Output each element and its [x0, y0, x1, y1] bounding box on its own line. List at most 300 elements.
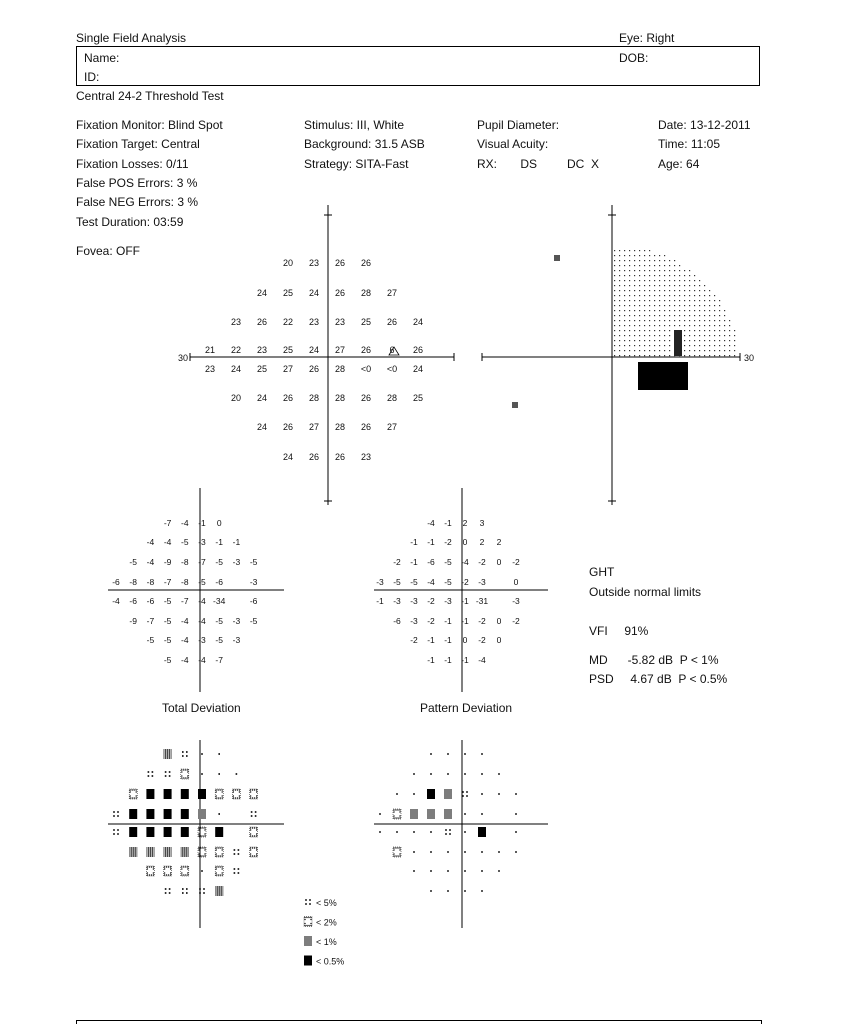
deviation-value: -1	[444, 518, 452, 528]
footer-right-tick	[761, 1020, 762, 1024]
footer-rule	[76, 1020, 762, 1021]
deviation-value: 2	[496, 537, 502, 547]
threshold-value: 24	[308, 345, 320, 355]
deviation-value: -4	[461, 557, 469, 567]
threshold-value: 24	[282, 452, 294, 462]
deviation-value: -7	[181, 596, 189, 606]
deviation-value: -3	[232, 616, 241, 626]
probability-symbol	[181, 847, 189, 857]
threshold-value: 23	[308, 317, 320, 327]
probability-symbol	[427, 789, 435, 799]
deviation-value: -8	[146, 577, 155, 587]
probability-symbol	[218, 813, 220, 815]
deviation-value: -3	[198, 537, 206, 547]
probability-symbol	[181, 827, 189, 837]
threshold-value: <0	[360, 364, 372, 374]
vfi-value: VFI 91%	[589, 624, 649, 638]
deviation-value: 3	[479, 518, 485, 528]
probability-symbol	[462, 791, 468, 797]
probability-symbol	[447, 890, 449, 892]
deviation-value: -34	[213, 596, 226, 606]
probability-symbol	[427, 809, 435, 819]
deviation-value: 2	[462, 518, 468, 528]
threshold-value: 22	[230, 345, 242, 355]
probability-symbol	[464, 773, 466, 775]
deviation-value: -8	[181, 577, 189, 587]
threshold-value: 28	[360, 288, 372, 298]
probability-symbol	[447, 773, 449, 775]
deviation-value: -2	[444, 537, 452, 547]
probability-symbol	[198, 809, 206, 819]
probability-symbol	[164, 827, 172, 837]
deviation-value: 0	[216, 518, 222, 528]
fixation-target: Fixation Target: Central	[76, 137, 200, 151]
greyscale-map	[478, 205, 768, 510]
probability-symbol	[164, 789, 172, 799]
probability-symbol	[515, 813, 517, 815]
threshold-value: 21	[204, 345, 216, 355]
threshold-value: 23	[204, 364, 216, 374]
legend-symbol	[305, 899, 311, 905]
background: Background: 31.5 ASB	[304, 137, 425, 151]
deviation-value: -4	[163, 537, 172, 547]
probability-symbol	[129, 789, 137, 799]
threshold-value: 25	[282, 345, 294, 355]
deviation-value: -2	[461, 577, 469, 587]
threshold-value: 24	[412, 317, 424, 327]
probability-symbol	[464, 890, 466, 892]
eye-label: Eye: Right	[619, 31, 675, 45]
threshold-value: 20	[282, 258, 294, 268]
threshold-value: 28	[334, 393, 346, 403]
deviation-value: -4	[427, 577, 435, 587]
deviation-value: -2	[512, 616, 520, 626]
probability-symbol	[146, 827, 154, 837]
deviation-value: -7	[198, 557, 206, 567]
deviation-value: 0	[496, 635, 502, 645]
grey-axis-label: 30	[744, 353, 755, 363]
probability-symbol	[396, 831, 398, 833]
deviation-value: 0	[462, 635, 468, 645]
threshold-map	[170, 205, 460, 510]
probability-symbol	[498, 851, 500, 853]
deviation-value: -3	[444, 596, 452, 606]
probability-symbol	[198, 827, 206, 837]
probability-symbol	[481, 773, 483, 775]
probability-symbol	[201, 773, 203, 775]
probability-symbol	[393, 809, 401, 819]
deviation-value: -1	[410, 537, 418, 547]
threshold-axis-label: 30	[178, 353, 189, 363]
psd-value: PSD 4.67 dB P < 0.5%	[589, 672, 728, 686]
deviation-value: -1	[444, 655, 452, 665]
probability-symbol	[430, 753, 432, 755]
probability-symbol	[464, 831, 466, 833]
probability-symbol	[236, 773, 238, 775]
threshold-value: 24	[256, 422, 268, 432]
probability-symbol	[478, 827, 486, 837]
probability-symbol	[215, 827, 223, 837]
threshold-value: 27	[334, 345, 346, 355]
deviation-value: -1	[444, 635, 452, 645]
deviation-value: -2	[427, 596, 435, 606]
deviation-value: -3	[376, 577, 384, 587]
probability-symbol	[481, 753, 483, 755]
threshold-value: 28	[386, 393, 398, 403]
probability-symbol	[129, 847, 137, 857]
threshold-value: 26	[360, 258, 372, 268]
probability-symbol	[215, 847, 223, 857]
probability-symbol	[481, 793, 483, 795]
probability-symbol	[515, 793, 517, 795]
threshold-value: 24	[256, 288, 268, 298]
deviation-value: -2	[478, 616, 486, 626]
threshold-value: 26	[334, 452, 346, 462]
deviation-value: -4	[146, 557, 155, 567]
probability-symbol	[146, 789, 154, 799]
deviation-value: -3	[393, 596, 401, 606]
probability-symbol	[464, 753, 466, 755]
deviation-value: -31	[475, 596, 489, 606]
threshold-value: 26	[282, 393, 294, 403]
probability-symbol	[447, 753, 449, 755]
probability-symbol	[430, 870, 432, 872]
probability-symbol	[430, 851, 432, 853]
probability-symbol	[182, 751, 188, 757]
deviation-value: -5	[410, 577, 418, 587]
threshold-value: 23	[230, 317, 242, 327]
deviation-value: 0	[462, 537, 468, 547]
probability-symbol	[481, 890, 483, 892]
deviation-value: -4	[198, 596, 206, 606]
deviation-value: -3	[410, 616, 418, 626]
threshold-value: 20	[230, 393, 242, 403]
deviation-value: 0	[513, 577, 519, 587]
visual-acuity: Visual Acuity:	[477, 137, 549, 151]
threshold-value: 25	[282, 288, 294, 298]
deviation-value: -5	[444, 577, 452, 587]
probability-symbol	[165, 888, 171, 894]
threshold-value: 28	[334, 364, 346, 374]
probability-symbol	[198, 789, 206, 799]
probability-symbol	[218, 753, 220, 755]
dob-label: DOB:	[619, 51, 649, 65]
probability-symbol	[113, 829, 119, 835]
deviation-value: -6	[129, 596, 137, 606]
probability-symbol	[515, 851, 517, 853]
deviation-value: -7	[215, 655, 223, 665]
deviation-value: -4	[181, 635, 189, 645]
legend-text: < 5%	[316, 898, 337, 908]
deviation-value: -1	[376, 596, 384, 606]
deviation-value: -3	[478, 577, 486, 587]
probability-symbol	[182, 888, 188, 894]
stimulus: Stimulus: III, White	[304, 118, 405, 132]
deviation-value: -4	[427, 518, 435, 528]
probability-symbol	[445, 829, 451, 835]
legend-text: < 1%	[316, 937, 337, 947]
deviation-value: -6	[215, 577, 223, 587]
deviation-value: -1	[461, 596, 469, 606]
test-name: Central 24-2 Threshold Test	[76, 89, 224, 103]
id-label: ID:	[84, 70, 100, 84]
threshold-value: 26	[360, 345, 372, 355]
probability-symbol	[250, 827, 258, 837]
probability-symbol	[481, 851, 483, 853]
probability-symbol	[181, 769, 189, 779]
probability-symbol	[498, 793, 500, 795]
deviation-value: -3	[512, 596, 520, 606]
deviation-value: -2	[393, 557, 401, 567]
probability-symbol	[129, 827, 137, 837]
threshold-value: 27	[282, 364, 294, 374]
deviation-value: 2	[479, 537, 485, 547]
deviation-value: 0	[496, 557, 502, 567]
threshold-value: 23	[360, 452, 372, 462]
deviation-value: -6	[146, 596, 155, 606]
probability-symbol	[146, 866, 154, 876]
probability-symbol	[215, 789, 223, 799]
deviation-value: -5	[393, 577, 401, 587]
threshold-value: 26	[360, 393, 372, 403]
deviation-value: -3	[249, 577, 258, 587]
probability-symbol	[379, 813, 381, 815]
probability-symbol	[410, 809, 418, 819]
threshold-value: 23	[334, 317, 346, 327]
probability-symbol	[413, 831, 415, 833]
deviation-value: -2	[427, 616, 435, 626]
threshold-value: 26	[412, 345, 424, 355]
probability-symbol	[379, 831, 381, 833]
probability-symbol	[413, 773, 415, 775]
strategy: Strategy: SITA-Fast	[304, 157, 409, 171]
threshold-value: 24	[412, 364, 424, 374]
legend-symbol	[304, 936, 312, 946]
probability-legend	[300, 893, 380, 973]
legend-symbol	[304, 956, 312, 966]
threshold-value: 24	[308, 288, 320, 298]
probability-symbol	[430, 831, 432, 833]
pattern-deviation-label: Pattern Deviation	[420, 701, 513, 715]
probability-symbol	[430, 773, 432, 775]
deviation-value: -1	[427, 537, 435, 547]
deviation-value: -4	[181, 616, 189, 626]
deviation-value: -3	[410, 596, 418, 606]
ght-value: Outside normal limits	[589, 585, 702, 599]
probability-symbol	[181, 866, 189, 876]
deviation-value: -2	[478, 557, 486, 567]
probability-symbol	[164, 749, 172, 759]
false-neg: False NEG Errors: 3 %	[76, 195, 199, 209]
probability-symbol	[447, 851, 449, 853]
deviation-value: -1	[427, 655, 435, 665]
deviation-value: -1	[461, 616, 469, 626]
deviation-value: -3	[232, 557, 241, 567]
deviation-value: -5	[444, 557, 452, 567]
threshold-value: 25	[256, 364, 268, 374]
threshold-value: <0	[386, 364, 398, 374]
footer-left-tick	[76, 1020, 77, 1024]
deviation-value: -5	[215, 616, 223, 626]
patient-box	[76, 46, 760, 86]
total-prob-plot	[104, 740, 290, 930]
probability-symbol	[234, 849, 240, 855]
deviation-value: -5	[215, 635, 223, 645]
deviation-value: -4	[198, 616, 206, 626]
threshold-value: 23	[308, 258, 320, 268]
ght-label: GHT	[589, 565, 615, 579]
total-deviation-map	[104, 488, 290, 693]
deviation-value: -5	[215, 557, 223, 567]
deviation-value: -9	[163, 557, 172, 567]
probability-symbol	[215, 886, 223, 896]
deviation-value: -1	[198, 518, 206, 528]
probability-symbol	[251, 811, 257, 817]
report-title: Single Field Analysis	[76, 31, 187, 45]
patient-age: Age: 64	[658, 157, 700, 171]
deviation-value: -5	[249, 616, 258, 626]
probability-symbol	[498, 773, 500, 775]
deviation-value: -5	[163, 635, 172, 645]
probability-symbol	[447, 870, 449, 872]
deviation-value: -5	[146, 635, 155, 645]
probability-symbol	[148, 771, 154, 777]
probability-symbol	[181, 789, 189, 799]
probability-symbol	[146, 847, 154, 857]
probability-symbol	[201, 870, 203, 872]
test-time: Time: 11:05	[658, 137, 721, 151]
blind-spot-dark-area	[638, 362, 688, 390]
probability-symbol	[164, 809, 172, 819]
probability-symbol	[129, 809, 137, 819]
probability-symbol	[250, 847, 258, 857]
probability-symbol	[396, 793, 398, 795]
deviation-value: -3	[198, 635, 206, 645]
deviation-value: -1	[444, 616, 452, 626]
deviation-value: -7	[146, 616, 155, 626]
probability-symbol	[234, 868, 240, 874]
deviation-value: -6	[112, 577, 120, 587]
threshold-value: 26	[334, 288, 346, 298]
threshold-value: 26	[308, 452, 320, 462]
deviation-value: -3	[232, 635, 241, 645]
probability-symbol	[201, 753, 203, 755]
probability-symbol	[464, 870, 466, 872]
threshold-value: 26	[386, 317, 398, 327]
deviation-value: -4	[198, 655, 206, 665]
fixation-monitor: Fixation Monitor: Blind Spot	[76, 118, 223, 132]
deviation-value: -4	[146, 537, 155, 547]
deviation-value: -7	[163, 518, 172, 528]
test-duration: Test Duration: 03:59	[76, 215, 184, 229]
probability-symbol	[215, 866, 223, 876]
threshold-value: 28	[308, 393, 320, 403]
deviation-value: -4	[181, 518, 189, 528]
threshold-value: 27	[386, 288, 398, 298]
probability-symbol	[393, 847, 401, 857]
threshold-value: 24	[256, 393, 268, 403]
deviation-value: -2	[512, 557, 520, 567]
total-deviation-label: Total Deviation	[162, 701, 241, 715]
probability-symbol	[113, 811, 119, 817]
deviation-value: -5	[249, 557, 258, 567]
deviation-value: -1	[461, 655, 469, 665]
false-pos: False POS Errors: 3 %	[76, 176, 198, 190]
legend-symbol	[304, 917, 312, 927]
probability-symbol	[250, 789, 258, 799]
legend-text: < 2%	[316, 917, 337, 928]
deviation-value: -1	[427, 635, 435, 645]
deviation-value: -1	[232, 537, 241, 547]
rx: RX: DS DC X	[477, 157, 600, 171]
deviation-value: -2	[410, 635, 418, 645]
probability-symbol	[165, 771, 171, 777]
probability-symbol	[413, 793, 415, 795]
probability-symbol	[464, 851, 466, 853]
probability-symbol	[498, 870, 500, 872]
deviation-value: -6	[393, 616, 401, 626]
pattern-prob-plot	[370, 740, 556, 930]
probability-symbol	[218, 773, 220, 775]
threshold-value: 26	[360, 422, 372, 432]
probability-symbol	[164, 866, 172, 876]
probability-symbol	[413, 851, 415, 853]
probability-symbol	[430, 890, 432, 892]
threshold-value: 26	[308, 364, 320, 374]
deviation-value: -5	[163, 616, 172, 626]
legend-text: < 0.5%	[316, 956, 345, 967]
probability-symbol	[464, 813, 466, 815]
deviation-value: -6	[427, 557, 435, 567]
deviation-value: -1	[410, 557, 418, 567]
name-label: Name:	[84, 51, 120, 65]
test-date: Date: 13-12-2011	[658, 118, 751, 132]
deviation-value: 0	[496, 616, 502, 626]
deviation-value: -4	[112, 596, 120, 606]
threshold-value: 24	[230, 364, 242, 374]
probability-symbol	[181, 809, 189, 819]
probability-symbol	[232, 789, 240, 799]
deviation-value: -9	[129, 616, 137, 626]
threshold-value: 26	[256, 317, 268, 327]
probability-symbol	[444, 789, 452, 799]
deviation-value: -8	[129, 577, 137, 587]
deviation-value: -5	[181, 537, 189, 547]
deviation-value: -4	[478, 655, 486, 665]
pupil-diameter: Pupil Diameter:	[477, 118, 560, 132]
probability-symbol	[164, 847, 172, 857]
probability-symbol	[146, 809, 154, 819]
deviation-value: -5	[163, 655, 172, 665]
probability-symbol	[198, 847, 206, 857]
deviation-value: -5	[198, 577, 206, 587]
threshold-value: 27	[308, 422, 320, 432]
probability-symbol	[413, 870, 415, 872]
deviation-value: -1	[215, 537, 223, 547]
threshold-value: 25	[412, 393, 424, 403]
fovea: Fovea: OFF	[76, 244, 141, 258]
pattern-deviation-map	[370, 488, 556, 693]
threshold-value: 25	[360, 317, 372, 327]
probability-symbol	[481, 813, 483, 815]
threshold-value: 27	[386, 422, 398, 432]
deviation-value: -4	[181, 655, 189, 665]
threshold-value: 23	[256, 345, 268, 355]
threshold-value: 22	[282, 317, 294, 327]
deviation-value: -8	[181, 557, 189, 567]
threshold-value: 26	[334, 258, 346, 268]
probability-symbol	[515, 831, 517, 833]
